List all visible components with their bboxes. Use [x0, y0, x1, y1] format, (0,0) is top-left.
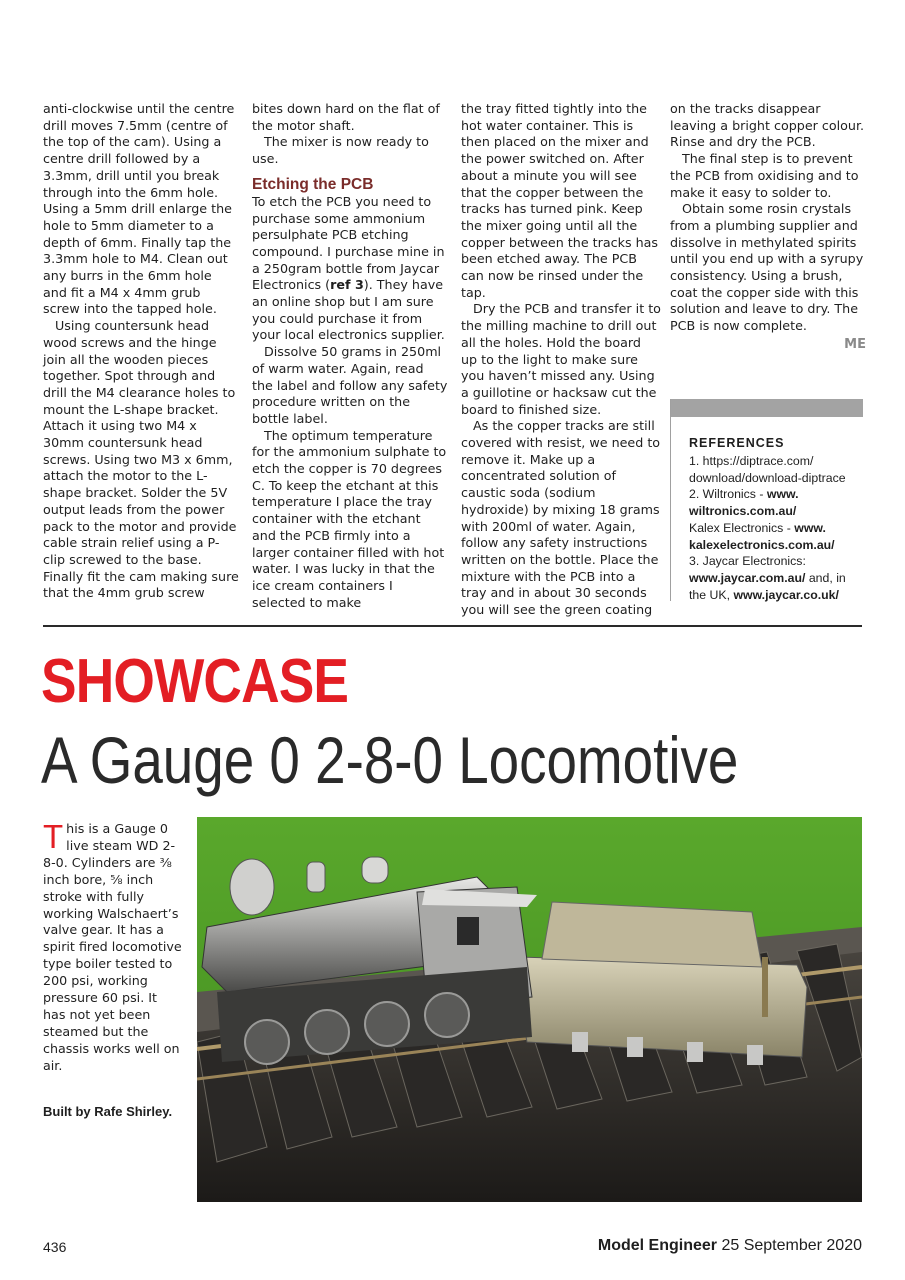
paragraph: As the copper tracks are still covered with resist, we need to remove it. Make up a concentrated solution of caustic soda (sodium hydroxide) by mixing 18 grams with 200ml of water. Again, follow any safety instructions written on the bottle. Place the mixture with the PCB into a tray and in about 30 seconds you will see the green coating: [461, 418, 661, 618]
running-footer: [598, 1237, 862, 1255]
paragraph: on the tracks disappear leaving a bright copper colour. Rinse and dry the PCB.: [670, 101, 865, 150]
reference-link: www.: [766, 487, 799, 502]
paragraph: anti-clockwise until the centre drill moves 7.5mm (centre of the top of the cam). Using a centre drill followed by a 3.3mm, drill until you break through into the 6mm hole. Using a 5mm drill enlarge the hole to 5mm diameter to a depth of 6mm. Finally tap the 3.3mm hole to M4. Clean out any burrs in the 6mm hole and fit a M4 x 4mm grub screw into the tapped hole.: [43, 101, 235, 317]
article-column-3: [461, 101, 661, 619]
reference-line: [689, 570, 863, 587]
intro-text: his is a Gauge 0 live steam WD 2-8-0. Cylinders are ⅜ inch bore, ⅝ inch stroke with fully working Walschaert’s valve gear. It has a spirit fired locomotive type boiler tested to 200 psi, working pressure 60 psi. It has not yet been steamed but the chassis works well on air.: [43, 821, 182, 1073]
paragraph: Dissolve 50 grams in 250ml of warm water. Again, read the label and follow any safety procedure written on the bottle label.: [252, 344, 448, 426]
paragraph: The mixer is now ready to use.: [252, 134, 429, 167]
references-list: [689, 453, 863, 603]
showcase-kicker: SHOWCASE: [41, 647, 349, 716]
references-title: REFERENCES: [689, 436, 785, 450]
reference-link: www.jaycar.com.au/: [689, 570, 806, 585]
drop-cap: T: [43, 818, 64, 855]
references-box: [670, 399, 863, 601]
reference-link: www.jaycar.co.uk/: [733, 587, 839, 602]
paragraph: Dry the PCB and transfer it to the milling machine to drill out all the holes. Hold the board up to the light to make sure you haven’t missed any. Using a guillotine or hacksaw cut the board to finished size.: [461, 301, 661, 417]
reference-line: [689, 486, 863, 503]
locomotive-illustration: [197, 817, 862, 1202]
article-column-1: [43, 101, 239, 602]
paragraph: [252, 194, 448, 344]
showcase-title: A Gauge 0 2-8-0 Locomotive: [41, 723, 739, 797]
showcase-intro: [43, 818, 183, 1075]
references-header-bar: [671, 399, 863, 417]
article-column-2: [252, 101, 448, 611]
text-run: ). They have an online shop but I am sure you could purchase it from your local electronics supplier.: [252, 277, 445, 343]
paragraph: The optimum temperature for the ammonium sulphate to etch the copper is 70 degrees C. To keep the etchant at this temperature I place the tray container with the etchant and the PCB firmly into a larger container filled with hot water. I was lucky in that the ice cream containers I selected to make: [252, 427, 447, 610]
author-signoff: ME: [844, 336, 866, 352]
reference-line: [689, 520, 863, 537]
reference-line: 1. https://diptrace.com/: [689, 454, 814, 468]
page-number: 436: [43, 1239, 67, 1255]
paragraph: bites down hard on the flat of the motor shaft.: [252, 101, 440, 133]
paragraph: the tray fitted tightly into the hot water container. This is then placed on the mixer and the power switched on. After about a minute you will see that the copper between the tracks has turned pink. Keep the mixer going until all the copper between the tracks has been etched away. The PCB can now be rinsed under the tap.: [461, 101, 659, 300]
text-run: 2. Wiltronics -: [689, 487, 767, 502]
reference-line: [689, 503, 863, 520]
paragraph: Obtain some rosin crystals from a plumbing supplier and dissolve in methylated spirits until you end up with a syrupy consistency. Using a brush, coat the copper side with this solution and leave to dry. The PCB is now complete.: [670, 201, 864, 334]
reference-line: download/download-diptrace: [689, 470, 846, 485]
text-run: and, in: [805, 570, 846, 585]
reference-link: kalexelectronics.com.au/: [689, 537, 835, 552]
reference-line: [689, 537, 863, 554]
reference-link: www.: [794, 520, 826, 535]
issue-date: 25 September 2020: [717, 1237, 862, 1254]
paragraph: Using countersunk head wood screws and the hinge join all the wooden pieces together. Spot through and drill the M4 clearance holes to mount the L-shape bracket. Attach it using two M4 x 30mm countersunk head screws. Using two M3 x 6mm, attach the motor to the L-shape bracket. Solder the 5V output leads from the power pack to the motor and provide cable strain relief using a P-clip screwed to the base. Finally fit the cam making sure that the 4mm grub screw: [43, 318, 239, 601]
text-run: Kalex Electronics -: [689, 520, 795, 535]
text-run: the UK,: [689, 587, 734, 602]
reference-line: [689, 587, 863, 604]
paragraph: The final step is to prevent the PCB from oxidising and to make it easy to solder to.: [670, 151, 859, 200]
reference-line: 3. Jaycar Electronics:: [689, 554, 806, 569]
ref-callout: ref 3: [330, 277, 364, 293]
magazine-name: Model Engineer: [597, 1237, 717, 1254]
text-run: To etch the PCB you need to purchase some ammonium persulphate PCB etching compound. I purchase mine in a 250gram bottle from Jaycar Electronics (: [252, 193, 445, 293]
builder-credit: Built by Rafe Shirley.: [43, 1104, 173, 1119]
locomotive-photo: [197, 817, 862, 1202]
section-subheading: Etching the PCB: [252, 175, 374, 193]
section-divider: [43, 625, 862, 627]
article-column-4: [670, 101, 866, 354]
reference-link: wiltronics.com.au/: [689, 504, 797, 519]
